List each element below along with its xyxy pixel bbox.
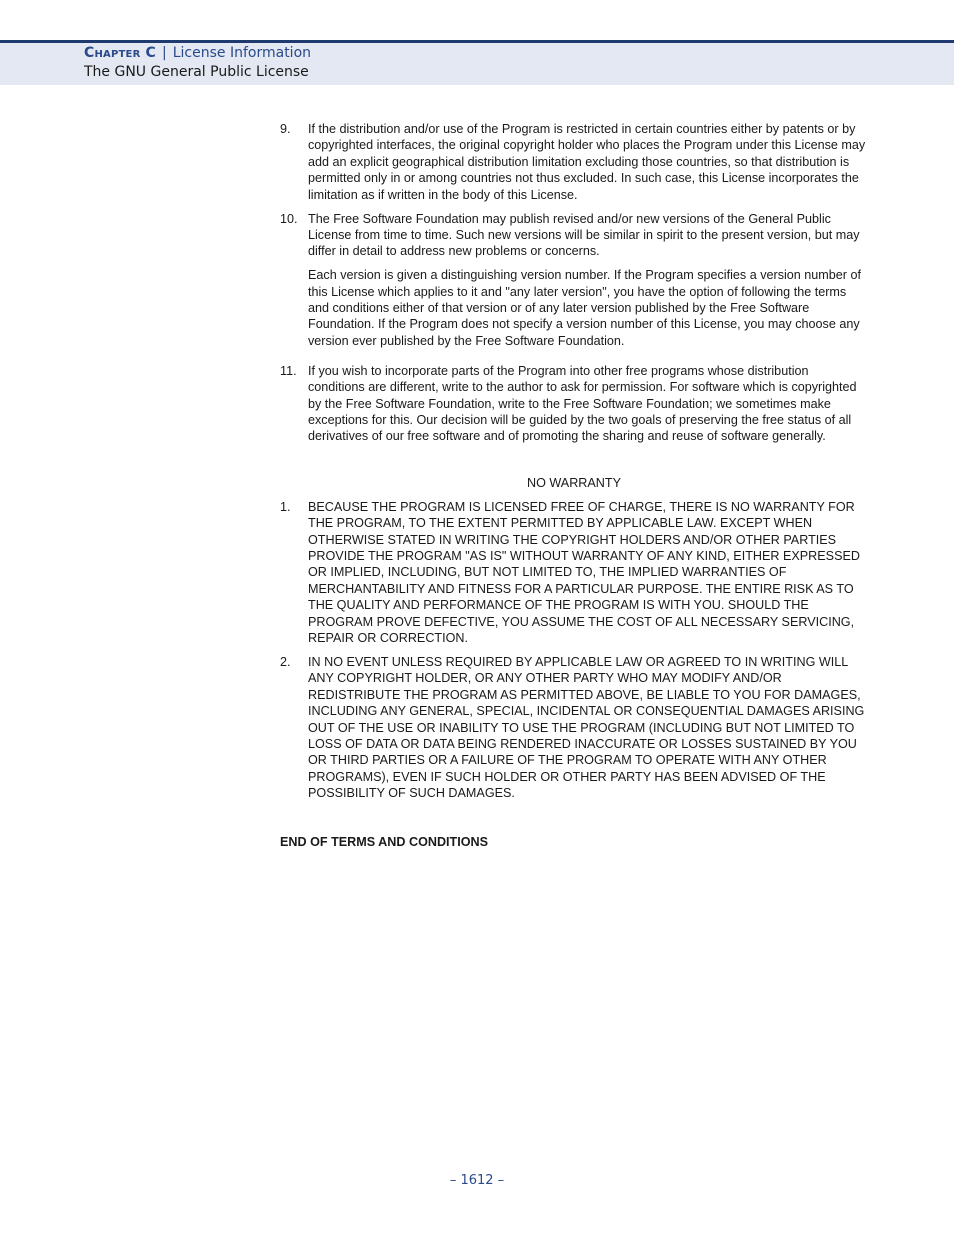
item-number: 9. bbox=[280, 122, 291, 136]
list-item-9 bbox=[280, 121, 868, 203]
section-title: License Information bbox=[172, 45, 312, 61]
warranty-item-2 bbox=[280, 654, 868, 802]
license-body bbox=[280, 121, 868, 850]
item-paragraph: If the distribution and/or use of the Program is restricted in certain countries either by patents or by copyrighted interfaces, the original copyright holder who places the Program under this License may add an explicit geographical distribution limitation excluding those countries, so that distribution is permitted only in or among countries not thus excluded. In such case, this License incorporates the limitation as if written in the body of this License. bbox=[308, 122, 866, 202]
warranty-item-1 bbox=[280, 499, 868, 647]
item-paragraph: If you wish to incorporate parts of the Program into other free programs whose distribution conditions are different, write to the author to ask for permission. For software which is copyrighted by the Free Software Foundation, write to the Free Software Foundation; we sometimes make exceptions for this. Our decision will be guided by the two goals of preserving the free status of all derivatives of our free software and of promoting the sharing and reuse of software generally. bbox=[308, 363, 857, 444]
page-number: – 1612 – bbox=[449, 1173, 505, 1188]
end-of-terms-heading: END OF TERMS AND CONDITIONS bbox=[280, 834, 489, 849]
item-paragraph: IN NO EVENT UNLESS REQUIRED BY APPLICABLE LAW OR AGREED TO IN WRITING WILL ANY COPYRIGHT HOLDER, OR ANY OTHER PARTY WHO MAY MODIFY AND/OR REDISTRIBUTE THE PROGRAM AS PERMITTED ABOVE, BE LIABLE TO YOU FOR DAMAGES, INCLUDING ANY GENERAL, SPECIAL, INCIDENTAL OR CONSEQUENTIAL DAMAGES ARISING OUT OF THE USE OR INABILITY TO USE THE PROGRAM (INCLUDING BUT NOT LIMITED TO LOSS OF DATA OR DATA BEING RENDERED INACCURATE OR LOSSES SUSTAINED BY YOU OR THIRD PARTIES OR A FAILURE OF THE PROGRAM TO OPERATE WITH ANY OTHER PROGRAMS), EVEN IF SUCH HOLDER OR OTHER PARTY HAS BEEN ADVISED OF THE POSSIBILITY OF SUCH DAMAGES. bbox=[308, 654, 865, 801]
page-subtitle: The GNU General Public License bbox=[84, 64, 309, 80]
item-number: 11. bbox=[280, 363, 297, 378]
item-paragraph: The Free Software Foundation may publish revised and/or new versions of the General Public License from time to time. Such new versions will be similar in spirit to the present version, but may differ in detail to address new problems or concerns. bbox=[308, 211, 860, 259]
item-number: 1. bbox=[280, 499, 291, 514]
chapter-line bbox=[84, 45, 311, 61]
item-number: 2. bbox=[280, 654, 291, 669]
item-number: 10. bbox=[280, 211, 298, 226]
no-warranty-heading: NO WARRANTY bbox=[527, 475, 621, 490]
list-item-11 bbox=[280, 363, 868, 445]
item-paragraph: Each version is given a distinguishing version number. If the Program specifies a version number of this License which applies to it and "any later version", you have the option of following the terms and conditions either of that version or of any later version published by the Free Software Foundation. If the Program does not specify a version number of this License, you may choose any version ever published by the Free Software Foundation. bbox=[308, 268, 862, 348]
item-paragraph: BECAUSE THE PROGRAM IS LICENSED FREE OF CHARGE, THERE IS NO WARRANTY FOR THE PROGRAM, TO THE EXTENT PERMITTED BY APPLICABLE LAW. EXCEPT WHEN OTHERWISE STATED IN WRITING THE COPYRIGHT HOLDERS AND/OR OTHER PARTIES PROVIDE THE PROGRAM "AS IS" WITHOUT WARRANTY OF ANY KIND, EITHER EXPRESSED OR IMPLIED, INCLUDING, BUT NOT LIMITED TO, THE IMPLIED WARRANTIES OF MERCHANTABILITY AND FITNESS FOR A PARTICULAR PURPOSE. THE ENTIRE RISK AS TO THE QUALITY AND PERFORMANCE OF THE PROGRAM IS WITH YOU. SHOULD THE PROGRAM PROVE DEFECTIVE, YOU ASSUME THE COST OF ALL NECESSARY SERVICING, REPAIR OR CORRECTION. bbox=[308, 499, 860, 645]
list-item-10 bbox=[280, 211, 868, 350]
header-separator: | bbox=[162, 45, 167, 61]
chapter-label: Chapter C bbox=[84, 45, 157, 61]
